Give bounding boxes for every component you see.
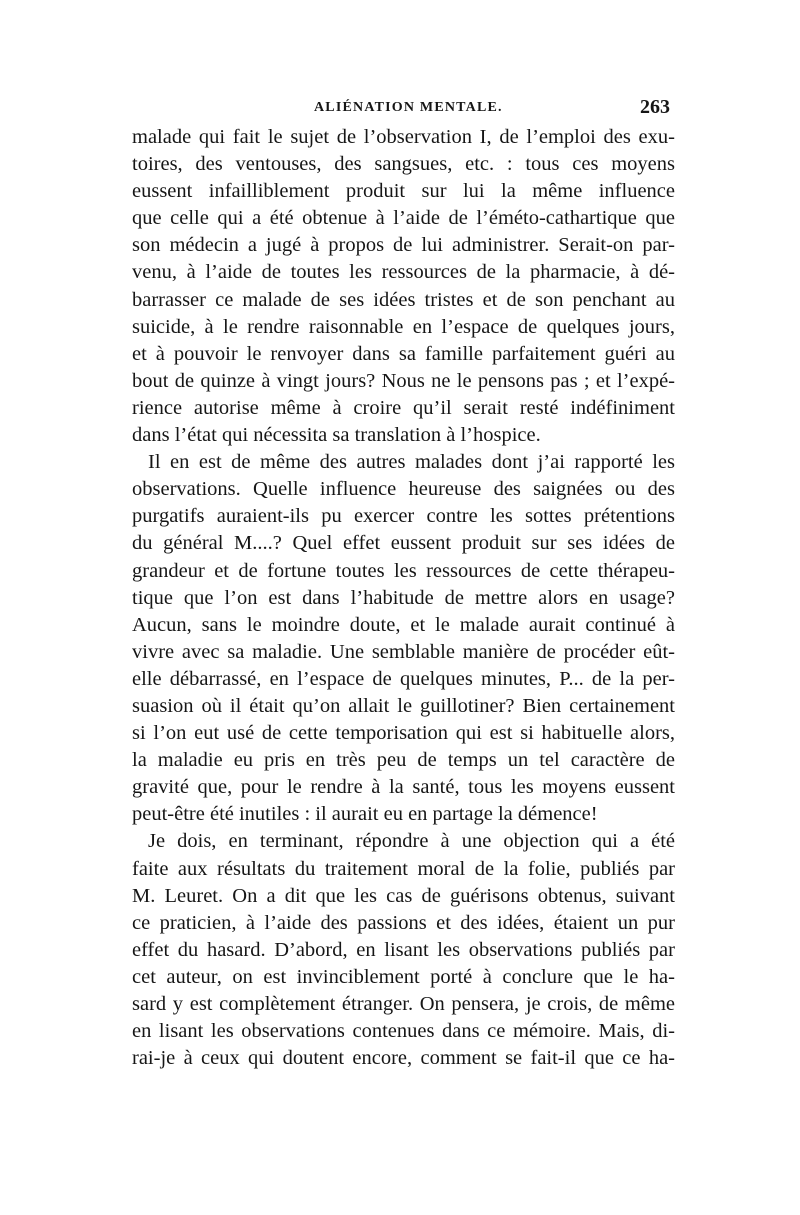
text-line: eussent infailliblement produit sur lui la même influence xyxy=(132,180,675,203)
text-line: que celle qui a été obtenue à l’aide de l’éméto-cathartique que xyxy=(132,207,675,230)
text-line: elle débarrassé, en l’espace de quelques minutes, P... de la per- xyxy=(132,667,675,690)
text-line: ce praticien, à l’aide des passions et des idées, étaient un pur xyxy=(132,911,675,934)
text-line: Aucun, sans le moindre doute, et le malade aurait continué à xyxy=(132,613,675,636)
text-line: Je dois, en terminant, répondre à une objection qui a été xyxy=(148,830,675,853)
text-line: bout de quinze à vingt jours? Nous ne le pensons pas ; et l’expé- xyxy=(132,369,675,392)
text-line: tique que l’on est dans l’habitude de mettre alors en usage? xyxy=(132,586,675,609)
text-line: dans l’état qui nécessita sa translation à l’hospice. xyxy=(132,424,541,447)
text-line: suicide, à le rendre raisonnable en l’espace de quelques jours, xyxy=(132,315,675,338)
text-line: malade qui fait le sujet de l’observation I, de l’emploi des exu- xyxy=(132,126,675,148)
text-line: grandeur et de fortune toutes les ressources de cette thérapeu- xyxy=(132,559,675,582)
text-line: barrasser ce malade de ses idées tristes et de son penchant au xyxy=(132,288,675,311)
text-line: venu, à l’aide de toutes les ressources de la pharmacie, à dé- xyxy=(132,261,675,284)
text-line: effet du hasard. D’abord, en lisant les observations publiés par xyxy=(132,938,675,961)
page-number: 263 xyxy=(640,96,670,118)
text-line: et à pouvoir le renvoyer dans sa famille parfaitement guéri au xyxy=(132,342,675,365)
text-line: gravité que, pour le rendre à la santé, tous les moyens eussent xyxy=(132,776,675,799)
text-line: en lisant les observations contenues dans ce mémoire. Mais, di- xyxy=(132,1020,675,1043)
text-line: rience autorise même à croire qu’il serait resté indéfiniment xyxy=(132,396,675,419)
running-title: ALIÉNATION MENTALE. xyxy=(314,100,503,115)
paragraph xyxy=(132,828,675,1072)
body-text xyxy=(132,124,675,1072)
paragraph xyxy=(132,449,675,828)
text-line: purgatifs auraient-ils pu exercer contre les sottes prétentions xyxy=(132,505,675,528)
text-line: rai-je à ceux qui doutent encore, comment se fait-il que ce ha- xyxy=(132,1047,675,1070)
text-line: M. Leuret. On a dit que les cas de guérisons obtenus, suivant xyxy=(132,884,675,907)
text-line: suasion où il était qu’on allait le guillotiner? Bien certainement xyxy=(132,694,675,717)
text-line: la maladie eu pris en très peu de temps un tel caractère de xyxy=(132,749,675,772)
text-line: si l’on eut usé de cette temporisation qui est si habituelle alors, xyxy=(132,722,675,745)
text-line: vivre avec sa maladie. Une semblable manière de procéder eût- xyxy=(132,640,675,663)
text-line: sard y est complètement étranger. On pensera, je crois, de même xyxy=(132,993,675,1015)
text-line: faite aux résultats du traitement moral de la folie, publiés par xyxy=(132,857,675,880)
page-header xyxy=(132,96,680,120)
text-line: peut-être été inutiles : il aurait eu en partage la démence! xyxy=(132,803,598,826)
text-line: du général M....? Quel effet eussent produit sur ses idées de xyxy=(132,532,675,555)
paragraph xyxy=(132,124,675,449)
text-line: cet auteur, on est invinciblement porté à conclure que le ha- xyxy=(132,965,675,988)
text-line: son médecin a jugé à propos de lui administrer. Serait-on par- xyxy=(132,234,675,257)
text-line: Il en est de même des autres malades dont j’ai rapporté les xyxy=(148,451,675,474)
text-line: observations. Quelle influence heureuse des saignées ou des xyxy=(132,478,675,501)
text-line: toires, des ventouses, des sangsues, etc. : tous ces moyens xyxy=(132,153,675,176)
